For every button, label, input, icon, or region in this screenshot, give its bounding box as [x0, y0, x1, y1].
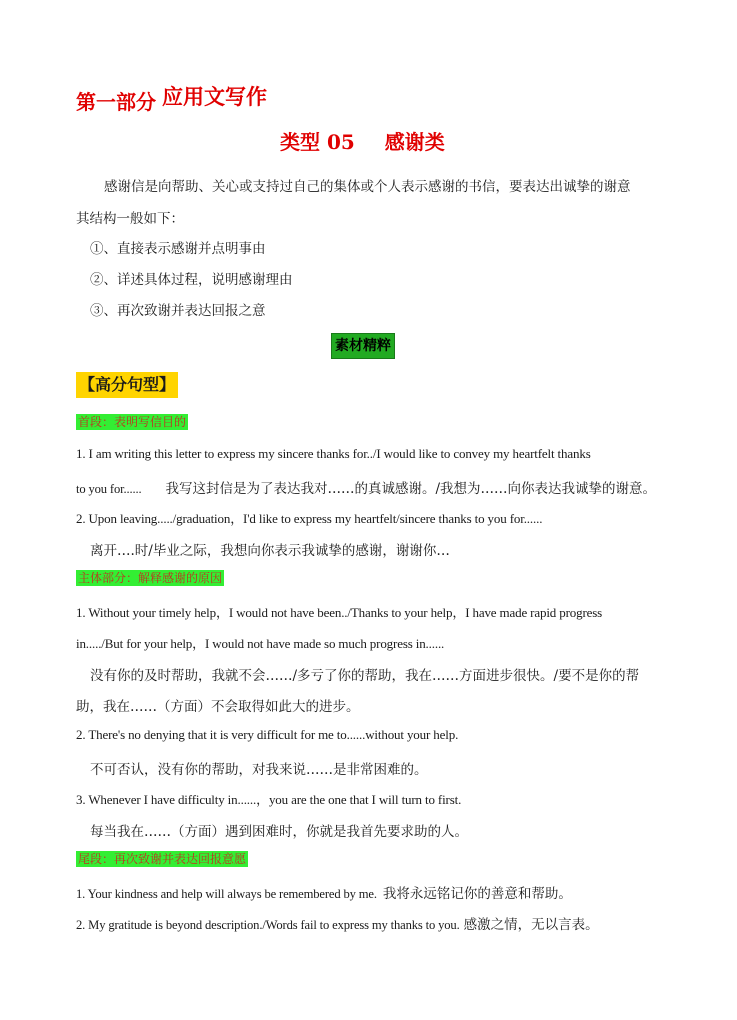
- type-label: 类型 05: [280, 130, 355, 154]
- type-title: [280, 126, 445, 155]
- part-subtitle: 应用文写作: [162, 85, 267, 109]
- sentence-en: 1. Your kindness and help will always be remembered by me.: [76, 887, 377, 901]
- material-heading: 素材精粹: [331, 333, 395, 359]
- sentence-en-cn-line: [76, 477, 656, 497]
- sentence-en-cn-line: [76, 882, 572, 902]
- sentence-en: 2. My gratitude is beyond description./Words fail to express my thanks to you.: [76, 918, 460, 932]
- structure-step: ③、再次致谢并表达回报之意: [90, 303, 266, 319]
- sentence-cn: 我将永远铭记你的善意和帮助。: [382, 886, 572, 902]
- sentence-cn: 每当我在……（方面）遇到困难时，你就是我首先要求助的人。: [90, 824, 468, 840]
- sentence-cn: 不可否认，没有你的帮助，对我来说……是非常困难的。: [90, 762, 428, 778]
- sentence-en: 2. Upon leaving...../graduation，I'd like to express my heartfelt/sincere thanks to you for......: [76, 511, 543, 526]
- part-title: [76, 86, 267, 116]
- sentence-cn: 我写这封信是为了表达我对……的真诚感谢。/我想为……向你表达我诚挚的谢意。: [165, 481, 657, 497]
- sentence-en: 2. There's no denying that it is very difficult for me to......without your help.: [76, 727, 459, 742]
- sentence-en: 3. Whenever I have difficulty in......，you are the one that I will turn to first.: [76, 792, 462, 807]
- sentence-cn: 离开….时/毕业之际，我想向你表示我诚挚的感谢，谢谢你…: [90, 543, 450, 559]
- intro-paragraph: 感谢信是向帮助、关心或支持过自己的集体或个人表示感谢的书信，要表达出诚挚的谢意: [104, 179, 631, 195]
- highscore-heading: 【高分句型】: [76, 372, 178, 398]
- type-name: 感谢类: [384, 130, 445, 154]
- structure-step: ②、详述具体过程，说明感谢理由: [90, 272, 293, 288]
- section-label-closing: 尾段：再次致谢并表达回报意愿: [78, 852, 247, 866]
- section-label-opening: 首段：表明写信目的: [78, 415, 187, 429]
- part-label: 第一部分: [76, 90, 156, 114]
- intro-structure-line: 其结构一般如下：: [76, 211, 184, 227]
- sentence-cn: 没有你的及时帮助，我就不会……/多亏了你的帮助，我在……方面进步很快。/要不是你的帮: [90, 668, 640, 684]
- structure-step: ①、直接表示感谢并点明事由: [90, 241, 266, 257]
- sentence-cn-continued: 助，我在……（方面）不会取得如此大的进步。: [76, 699, 360, 715]
- sentence-en-continued: in...../But for your help，I would not have made so much progress in......: [76, 636, 445, 651]
- sentence-en-continued: to you for......: [76, 482, 142, 496]
- sentence-cn: 感激之情，无以言表。: [463, 917, 599, 933]
- section-label-body: 主体部分：解释感谢的原因: [78, 571, 223, 585]
- sentence-en: 1. Without your timely help，I would not have been../Thanks to your help，I have made rapid progress: [76, 605, 603, 620]
- sentence-en-cn-line: [76, 913, 599, 933]
- sentence-en: 1. I am writing this letter to express my sincere thanks for../I would like to convey my heartfelt thanks: [76, 446, 591, 461]
